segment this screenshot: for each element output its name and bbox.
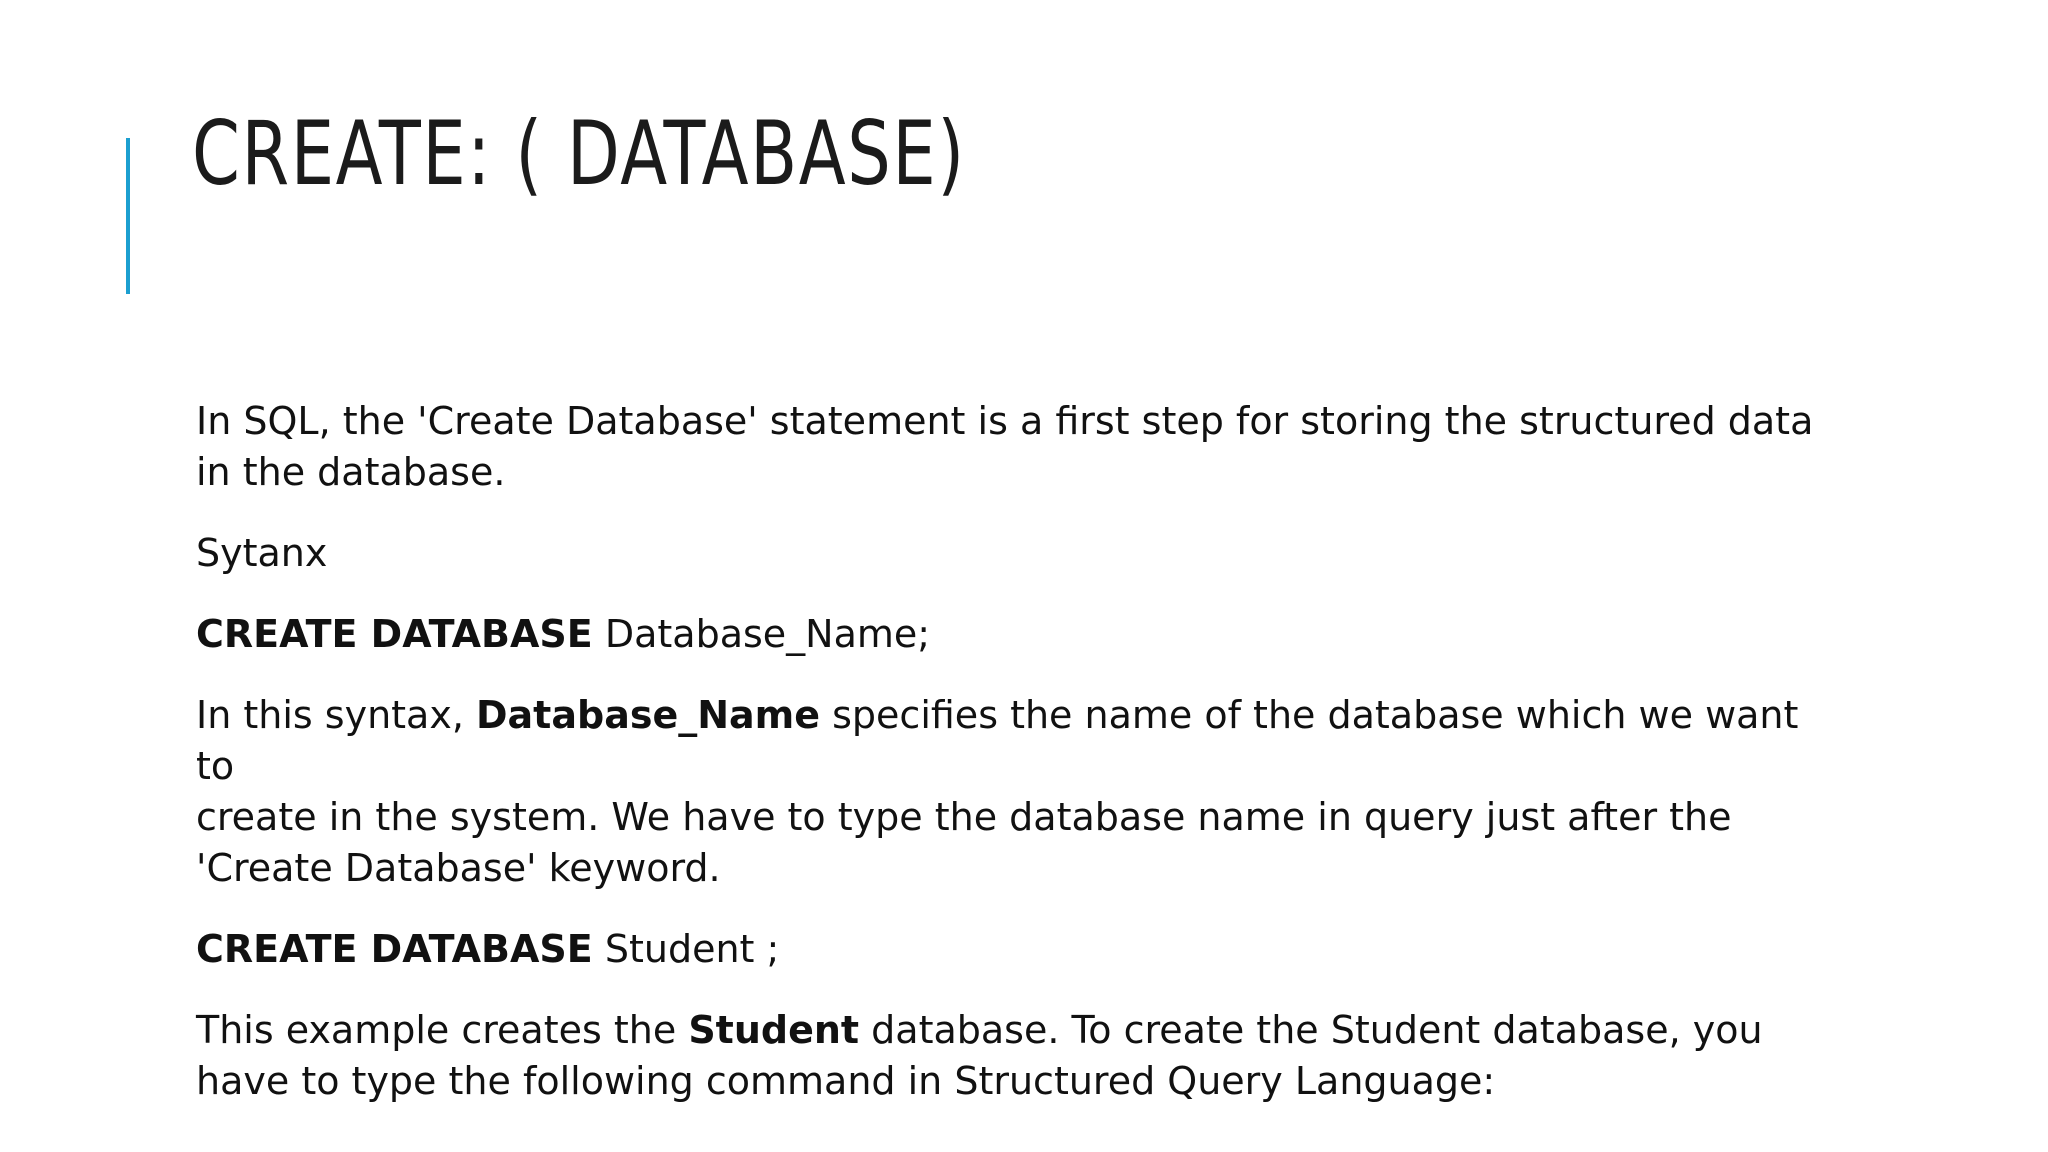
syntax-heading: Sytanx [196, 531, 328, 575]
example-desc-pre: This example creates the [196, 1008, 689, 1052]
example-desc-post: database. To create the Student database, you [859, 1008, 1763, 1052]
example-desc-bold: Student [688, 1008, 860, 1052]
explanation-bold: Database_Name [476, 693, 821, 737]
example-rest: Student ; [592, 927, 780, 971]
slide-title: CREATE: ( DATABASE) [192, 102, 966, 205]
explanation-post: specifies the name of the database which we want to [196, 693, 1799, 788]
syntax-keyword: CREATE DATABASE [196, 612, 593, 656]
example-keyword: CREATE DATABASE [196, 927, 593, 971]
explanation-paragraph [196, 690, 1836, 894]
syntax-rest: Database_Name; [592, 612, 931, 656]
example-description [196, 1005, 1836, 1107]
example-desc-line-2: have to type the following command in Structured Query Language: [196, 1059, 1496, 1103]
example-statement [196, 924, 1836, 975]
intro-line-1: In SQL, the 'Create Database' statement is a first step for storing the structured data [196, 399, 1814, 443]
explanation-line-2: create in the system. We have to type the database name in query just after the [196, 795, 1732, 839]
explanation-line-3: 'Create Database' keyword. [196, 846, 721, 890]
slide-body [196, 396, 1836, 1137]
explanation-pre: In this syntax, [196, 693, 476, 737]
intro-line-2: in the database. [196, 450, 506, 494]
syntax-statement [196, 609, 1836, 660]
title-accent-bar [126, 138, 130, 294]
intro-paragraph [196, 396, 1836, 498]
